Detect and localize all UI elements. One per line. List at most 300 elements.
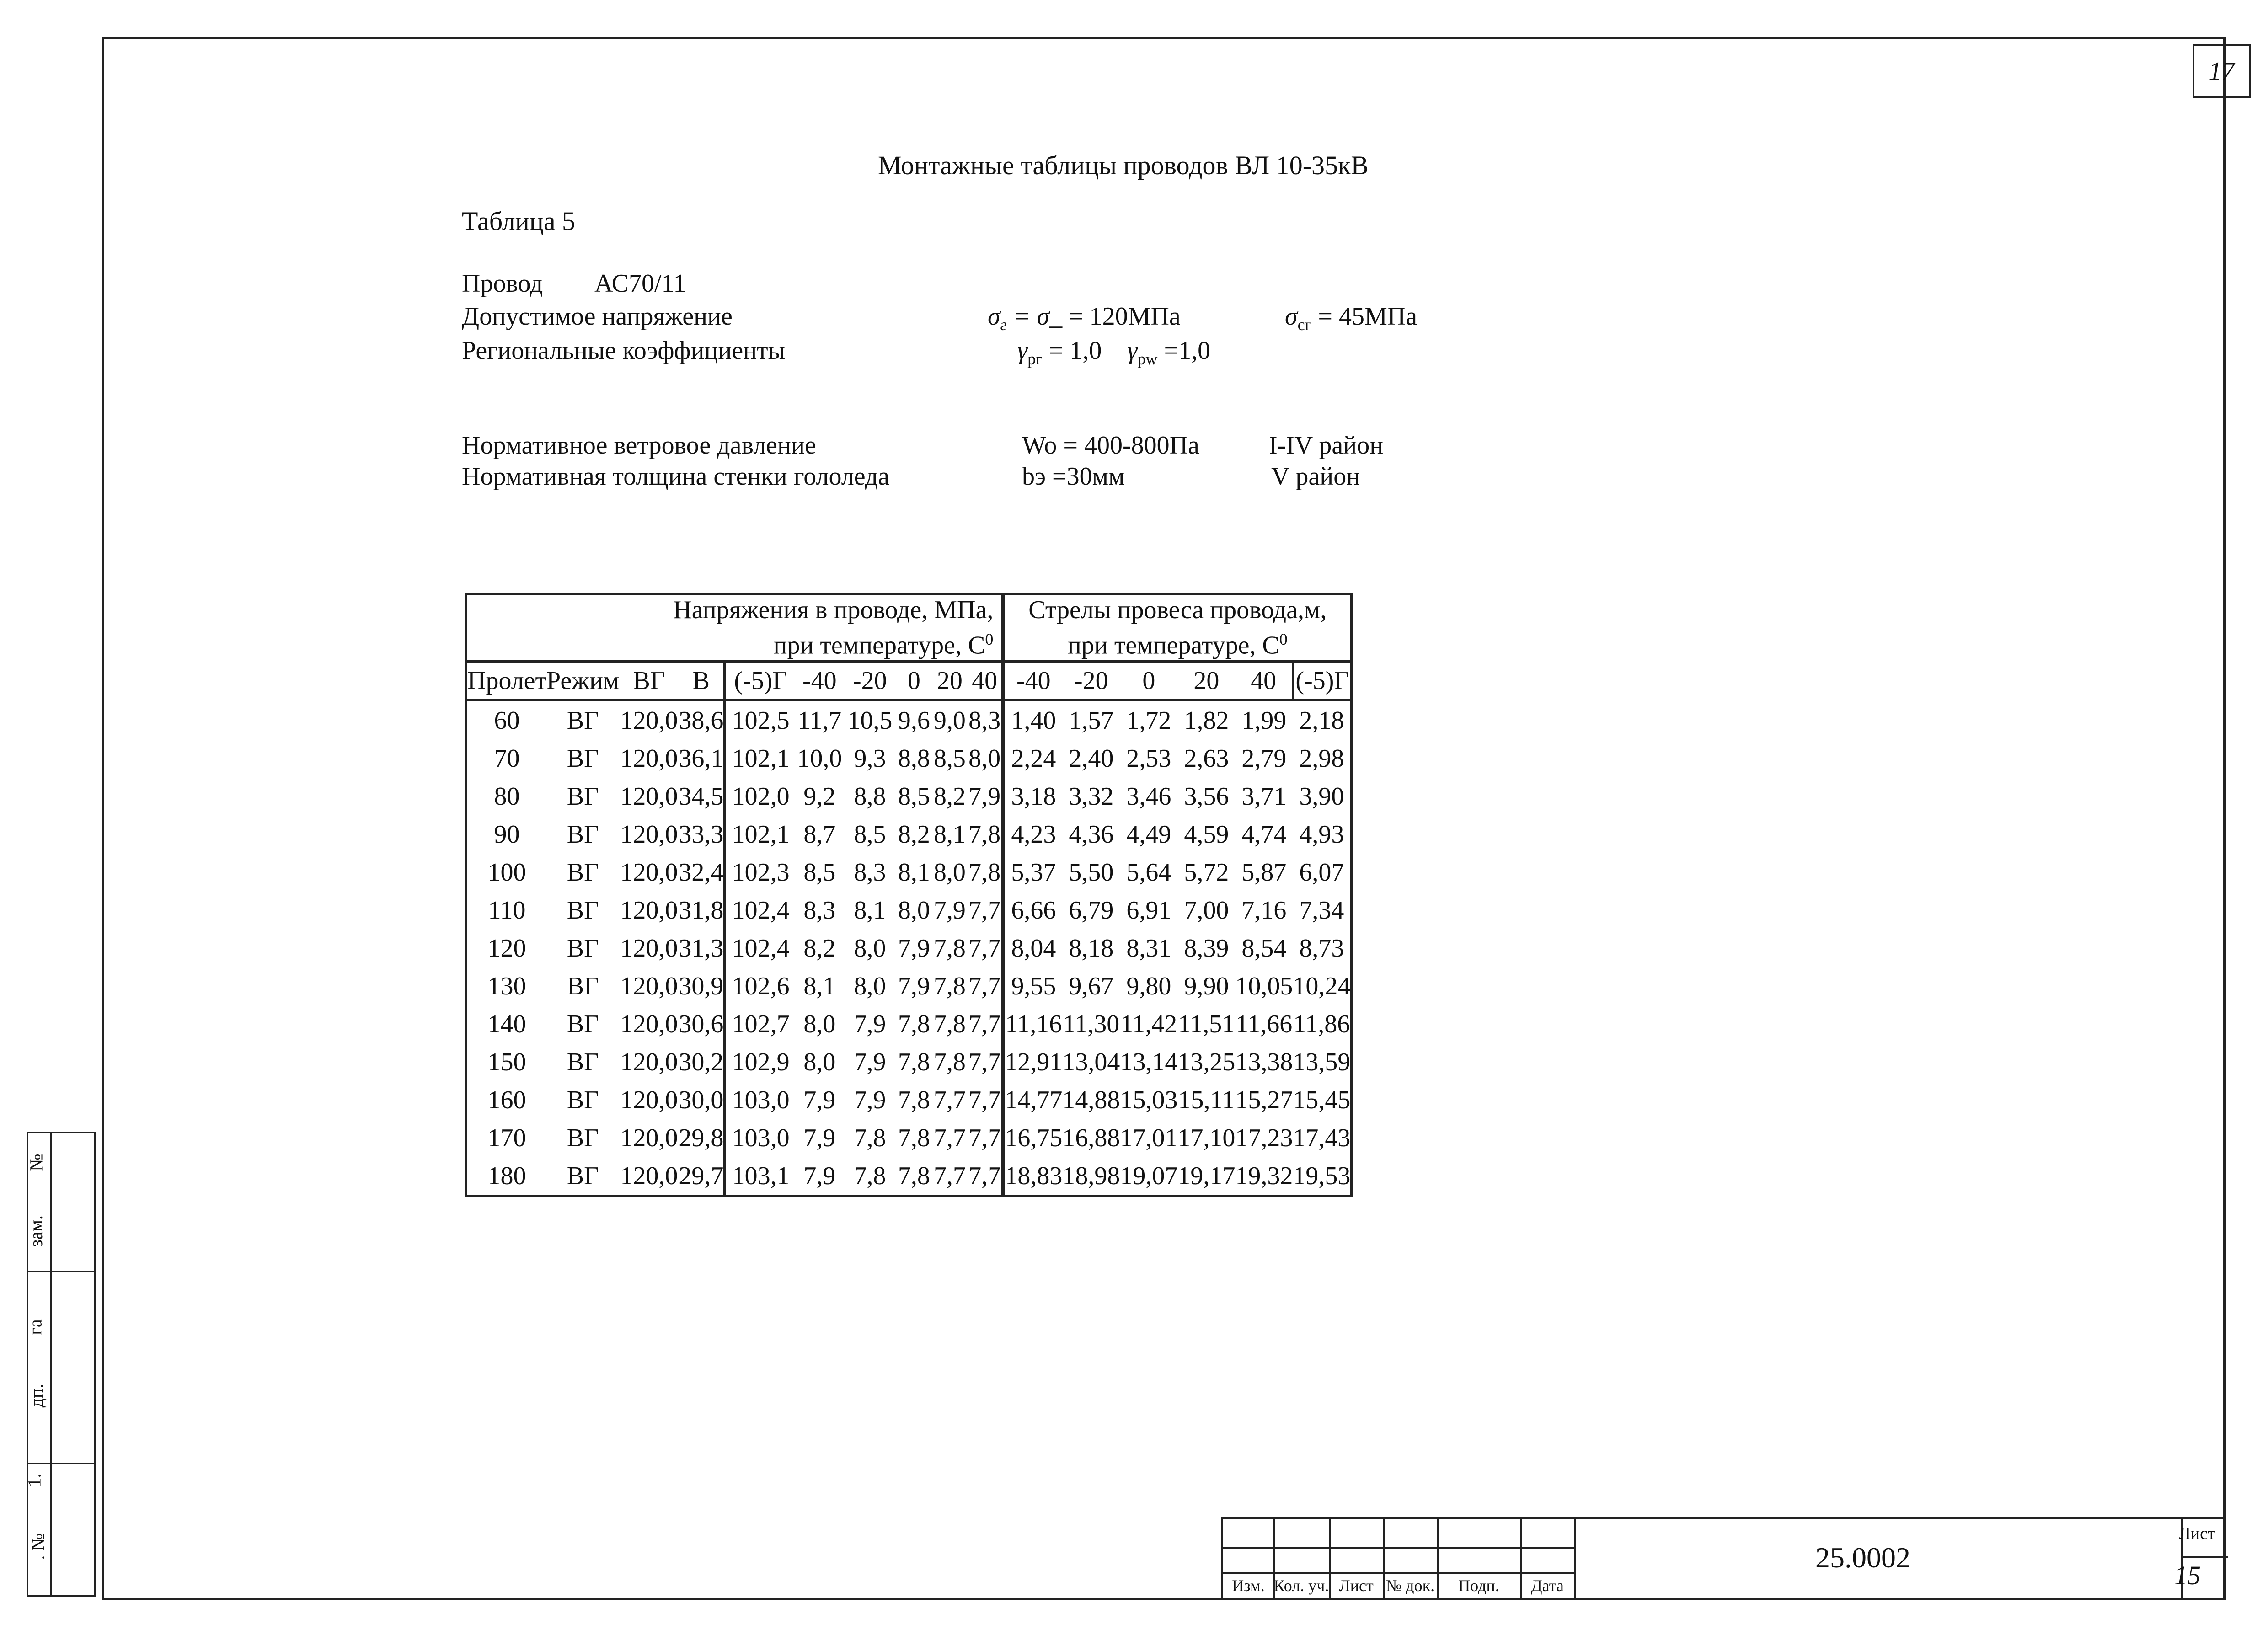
table-cell: 7,9 bbox=[803, 1123, 836, 1152]
table-cell: 120,0 bbox=[620, 858, 678, 887]
table-cell: 8,2 bbox=[898, 820, 930, 849]
ice-label: Нормативная толщина стенки гололеда bbox=[462, 462, 890, 491]
table-cell: 8,0 bbox=[933, 858, 966, 887]
table-cell: 38,6 bbox=[679, 706, 724, 735]
table-cell: 5,50 bbox=[1069, 858, 1114, 887]
mounting-table bbox=[465, 593, 1353, 1197]
table-cell: 102,6 bbox=[725, 967, 796, 1005]
strip-label-no-bottom: . № bbox=[27, 1533, 48, 1560]
table-cell: 5,87 bbox=[1241, 858, 1287, 887]
table-cell: 8,2 bbox=[933, 782, 966, 811]
column-header: ВГ bbox=[619, 662, 679, 700]
strip-label-ga: га bbox=[25, 1319, 46, 1335]
table-cell: ВГ bbox=[567, 934, 599, 962]
table-cell: 17,23 bbox=[1235, 1123, 1293, 1152]
table-cell: 120 bbox=[466, 929, 546, 967]
stress-eq-minus: = σ_ bbox=[1013, 302, 1063, 331]
table-cell: 2,24 bbox=[1003, 739, 1063, 777]
table-cell: 102,9 bbox=[725, 1043, 796, 1081]
table-row bbox=[466, 1005, 1352, 1043]
table-cell: 9,2 bbox=[803, 782, 836, 811]
table-cell: 90 bbox=[466, 815, 546, 853]
table-body bbox=[466, 700, 1352, 1196]
group2-line1: Стрелы провеса провода,м, bbox=[1028, 596, 1327, 625]
table-cell: 7,8 bbox=[898, 1123, 930, 1152]
table-cell: 31,8 bbox=[679, 896, 724, 925]
table-cell: 8,5 bbox=[803, 858, 836, 887]
table-cell: 3,56 bbox=[1184, 782, 1229, 811]
table-cell: 1,82 bbox=[1184, 706, 1229, 735]
gamma2-sub: pw bbox=[1137, 350, 1158, 368]
table-cell: 120,0 bbox=[620, 1010, 678, 1038]
table-cell: 7,9 bbox=[854, 1085, 886, 1114]
stress-sigma: σ bbox=[988, 302, 1000, 331]
tb-row-line bbox=[1223, 1547, 1574, 1549]
table-cell: 11,7 bbox=[797, 706, 842, 735]
table-cell: 8,5 bbox=[933, 744, 966, 773]
table-cell: 7,8 bbox=[968, 858, 1001, 887]
wire-label: Провод bbox=[462, 269, 543, 298]
table-cell: 9,55 bbox=[1003, 967, 1063, 1005]
table-row bbox=[466, 1119, 1352, 1157]
ice-value: bэ =30мм bbox=[1022, 462, 1125, 491]
table-cell: 2,98 bbox=[1293, 739, 1352, 777]
tb-row-line bbox=[2181, 1556, 2228, 1558]
tb-label-podp: Подп. bbox=[1458, 1577, 1499, 1595]
gamma1-sub: рг bbox=[1027, 350, 1043, 368]
table-cell: 100 bbox=[466, 853, 546, 891]
table-cell: 15,11 bbox=[1178, 1085, 1235, 1114]
table-label: Таблица 5 bbox=[462, 206, 576, 236]
tb-label-izm: Изм. bbox=[1232, 1577, 1265, 1595]
table-cell: 30,0 bbox=[679, 1085, 724, 1114]
table-cell: 8,3 bbox=[803, 896, 836, 925]
gamma1-value: = 1,0 bbox=[1048, 337, 1102, 365]
table-cell: 7,9 bbox=[854, 1010, 886, 1038]
table-cell: 8,0 bbox=[854, 972, 886, 1000]
table-cell: 120,0 bbox=[620, 706, 678, 735]
table-cell: 10,24 bbox=[1293, 967, 1352, 1005]
table-cell: 11,16 bbox=[1003, 1005, 1063, 1043]
table-cell: 8,0 bbox=[803, 1010, 836, 1038]
table-cell: 30,2 bbox=[679, 1047, 724, 1076]
table-cell: 30,9 bbox=[679, 972, 724, 1000]
tb-label-doc: № док. bbox=[1385, 1577, 1435, 1595]
table-cell: 8,2 bbox=[803, 934, 836, 962]
table-cell: 11,51 bbox=[1178, 1010, 1235, 1038]
group-header-row bbox=[466, 594, 1352, 662]
table-cell: 7,16 bbox=[1241, 896, 1287, 925]
table-cell: 8,1 bbox=[803, 972, 836, 1000]
table-cell: 9,90 bbox=[1184, 972, 1229, 1000]
gamma-formulas bbox=[1017, 336, 1211, 368]
table-cell: 8,5 bbox=[854, 820, 886, 849]
table-cell: 14,77 bbox=[1003, 1081, 1063, 1119]
table-cell: 33,3 bbox=[679, 820, 724, 849]
table-cell: 1,99 bbox=[1241, 706, 1287, 735]
table-cell: 34,5 bbox=[679, 782, 724, 811]
table-cell: 3,32 bbox=[1069, 782, 1114, 811]
table-cell: 7,7 bbox=[968, 1157, 1003, 1196]
table-cell: 103,0 bbox=[725, 1119, 796, 1157]
group1-line2: при температуре, С bbox=[773, 631, 985, 660]
table-cell: 120,0 bbox=[620, 1123, 678, 1152]
column-header: 40 bbox=[968, 662, 1003, 700]
table-cell: 7,7 bbox=[932, 1157, 968, 1196]
table-cell: 19,53 bbox=[1293, 1157, 1352, 1196]
table-cell: 5,64 bbox=[1126, 858, 1171, 887]
table-cell: 1,40 bbox=[1003, 700, 1063, 740]
table-cell: 29,7 bbox=[679, 1157, 725, 1196]
group-header-sag bbox=[1003, 594, 1352, 662]
column-header: 0 bbox=[896, 662, 932, 700]
table-cell: 29,8 bbox=[679, 1123, 724, 1152]
table-cell: 8,31 bbox=[1126, 934, 1171, 962]
wire-value: АС70/11 bbox=[594, 269, 686, 298]
table-cell: 7,7 bbox=[968, 1047, 1001, 1076]
table-cell: 7,7 bbox=[968, 1010, 1001, 1038]
strip-label-i: 1. bbox=[24, 1473, 45, 1487]
sheet-label: Лист bbox=[2179, 1524, 2215, 1543]
table-cell: 8,1 bbox=[898, 858, 930, 887]
strip-row-divider bbox=[28, 1463, 94, 1464]
table-row bbox=[466, 891, 1352, 929]
table-cell: 8,39 bbox=[1184, 934, 1229, 962]
column-header: -40 bbox=[796, 662, 844, 700]
table-cell: 8,5 bbox=[898, 782, 930, 811]
table-cell: 1,72 bbox=[1126, 706, 1171, 735]
table-cell: 11,66 bbox=[1236, 1010, 1293, 1038]
table-cell: 13,59 bbox=[1293, 1043, 1352, 1081]
table-cell: 102,3 bbox=[725, 853, 796, 891]
table-cell: 140 bbox=[466, 1005, 546, 1043]
strip-label-no-top: № bbox=[26, 1154, 47, 1171]
table-cell: 7,9 bbox=[898, 934, 930, 962]
table-cell: 60 bbox=[466, 700, 546, 740]
column-header-row bbox=[466, 662, 1352, 700]
tb-label-list: Лист bbox=[1339, 1577, 1374, 1595]
table-cell: 102,4 bbox=[725, 929, 796, 967]
table-cell: ВГ bbox=[567, 1047, 599, 1076]
table-cell: 11,30 bbox=[1063, 1010, 1120, 1038]
table-cell: ВГ bbox=[567, 744, 599, 773]
table-row bbox=[466, 1043, 1352, 1081]
wind-value: Wo = 400-800Па bbox=[1022, 431, 1199, 460]
table-row bbox=[466, 777, 1352, 815]
table-cell: 8,04 bbox=[1003, 929, 1063, 967]
table-cell: 15,45 bbox=[1293, 1081, 1352, 1119]
table-cell: 7,7 bbox=[968, 1085, 1001, 1114]
table-cell: 13,04 bbox=[1062, 1047, 1120, 1076]
table-cell: 8,1 bbox=[933, 820, 966, 849]
table-row bbox=[466, 739, 1352, 777]
corner-sheet-number-text: 17 bbox=[2209, 57, 2235, 86]
table-cell: 6,91 bbox=[1126, 896, 1171, 925]
table-cell: 10,05 bbox=[1235, 972, 1293, 1000]
table-cell: 7,7 bbox=[968, 934, 1001, 962]
table-cell: 120,0 bbox=[620, 896, 678, 925]
column-header: 40 bbox=[1235, 662, 1293, 700]
column-header: -20 bbox=[1062, 662, 1120, 700]
table-cell: 4,23 bbox=[1003, 815, 1063, 853]
table-cell: 16,75 bbox=[1003, 1119, 1063, 1157]
table-cell: 120,0 bbox=[620, 1085, 678, 1114]
table-cell: 8,0 bbox=[854, 934, 886, 962]
table-cell: 8,3 bbox=[854, 858, 886, 887]
column-header: (-5)Г bbox=[1293, 662, 1352, 700]
page-title: Монтажные таблицы проводов ВЛ 10-35кВ bbox=[878, 150, 1369, 180]
table-cell: 120,0 bbox=[620, 972, 678, 1000]
table-cell: 32,4 bbox=[679, 858, 724, 887]
table-cell: 110 bbox=[466, 891, 546, 929]
table-cell: 120,0 bbox=[619, 1157, 679, 1196]
table-cell: 2,79 bbox=[1241, 744, 1287, 773]
table-cell: 7,8 bbox=[933, 934, 966, 962]
table-cell: 10,0 bbox=[797, 744, 842, 773]
group1-line1: Напряжения в проводе, МПа, bbox=[673, 596, 994, 625]
table-cell: 8,1 bbox=[854, 896, 886, 925]
column-header: В bbox=[679, 662, 725, 700]
table-cell: 7,9 bbox=[796, 1157, 844, 1196]
gamma1-symbol: γ bbox=[1017, 337, 1028, 365]
stress-sub-g: г bbox=[1000, 315, 1007, 334]
column-header: (-5)Г bbox=[725, 662, 796, 700]
table-cell: 7,7 bbox=[968, 896, 1001, 925]
table-cell: 4,93 bbox=[1293, 815, 1352, 853]
table-cell: 7,8 bbox=[898, 1047, 930, 1076]
strip-label-zam: зам. bbox=[25, 1215, 46, 1247]
table-cell: 7,7 bbox=[933, 1123, 966, 1152]
table-cell: 8,7 bbox=[803, 820, 836, 849]
table-cell: 2,40 bbox=[1069, 744, 1114, 773]
table-cell: 102,5 bbox=[725, 700, 796, 740]
table-cell: 4,74 bbox=[1241, 820, 1287, 849]
table-cell: 7,9 bbox=[968, 782, 1001, 811]
group1-sup: 0 bbox=[985, 630, 994, 649]
table-cell: 3,46 bbox=[1126, 782, 1171, 811]
table-cell: 31,3 bbox=[679, 934, 724, 962]
strip-row-divider bbox=[28, 1271, 94, 1272]
table-cell: 8,8 bbox=[854, 782, 886, 811]
table-cell: 150 bbox=[466, 1043, 546, 1081]
document-number: 25.0002 bbox=[1815, 1541, 1910, 1574]
table-cell: 103,0 bbox=[725, 1081, 796, 1119]
gamma2-symbol: γ bbox=[1127, 337, 1138, 365]
table-row bbox=[466, 853, 1352, 891]
table-cell: ВГ bbox=[567, 972, 599, 1000]
table-cell: 1,57 bbox=[1069, 706, 1114, 735]
table-cell: 3,18 bbox=[1003, 777, 1063, 815]
table-cell: ВГ bbox=[546, 1157, 619, 1196]
table-cell: 17,10 bbox=[1177, 1123, 1236, 1152]
table-cell: 7,9 bbox=[803, 1085, 836, 1114]
table-cell: 8,54 bbox=[1241, 934, 1287, 962]
table-cell: 80 bbox=[466, 777, 546, 815]
table-cell: 120,0 bbox=[620, 1047, 678, 1076]
table-cell: 8,0 bbox=[968, 744, 1001, 773]
table-cell: 7,8 bbox=[933, 1047, 966, 1076]
table-cell: 160 bbox=[466, 1081, 546, 1119]
table-cell: 70 bbox=[466, 739, 546, 777]
table-cell: 7,7 bbox=[968, 1123, 1001, 1152]
sheet-number: 15 bbox=[2174, 1561, 2201, 1590]
column-header: Пролет bbox=[466, 662, 546, 700]
table-cell: 120,0 bbox=[620, 782, 678, 811]
table-cell: 6,07 bbox=[1293, 853, 1352, 891]
ice-region: V район bbox=[1271, 462, 1360, 491]
table-cell: 19,07 bbox=[1120, 1157, 1177, 1196]
wind-label: Нормативное ветровое давление bbox=[462, 431, 816, 460]
table-cell: 16,88 bbox=[1062, 1123, 1120, 1152]
table-cell: 3,90 bbox=[1293, 777, 1352, 815]
table-cell: 8,8 bbox=[898, 744, 930, 773]
table-cell: 13,25 bbox=[1177, 1047, 1236, 1076]
table-cell: 4,49 bbox=[1126, 820, 1171, 849]
table-cell: 7,7 bbox=[968, 972, 1001, 1000]
table-cell: 7,8 bbox=[854, 1123, 886, 1152]
group-header-stress bbox=[466, 594, 1003, 662]
table-cell: 130 bbox=[466, 967, 546, 1005]
table-cell: 7,9 bbox=[898, 972, 930, 1000]
table-cell: 15,03 bbox=[1120, 1085, 1178, 1114]
table-cell: 19,17 bbox=[1177, 1157, 1235, 1196]
corner-sheet-number bbox=[2193, 44, 2251, 98]
table-cell: 11,42 bbox=[1120, 1010, 1177, 1038]
table-cell: 8,18 bbox=[1069, 934, 1114, 962]
stress-sigma-cg: σ bbox=[1285, 302, 1298, 331]
table-cell: 7,8 bbox=[898, 1010, 930, 1038]
table-cell: 9,67 bbox=[1069, 972, 1114, 1000]
table-cell: 18,98 bbox=[1062, 1157, 1120, 1196]
table-cell: 102,4 bbox=[725, 891, 796, 929]
table-row bbox=[466, 929, 1352, 967]
table-cell: ВГ bbox=[567, 782, 599, 811]
wind-region: I-IV район bbox=[1269, 431, 1384, 460]
table-cell: 7,8 bbox=[933, 972, 966, 1000]
table-cell: 9,3 bbox=[854, 744, 886, 773]
table-row bbox=[466, 700, 1352, 740]
group1-line2-wrap bbox=[467, 625, 993, 660]
table-cell: ВГ bbox=[567, 1123, 599, 1152]
table-cell: 13,14 bbox=[1120, 1047, 1178, 1076]
table-cell: 7,8 bbox=[844, 1157, 896, 1196]
column-header: 0 bbox=[1120, 662, 1177, 700]
column-header: -40 bbox=[1003, 662, 1063, 700]
strip-label-dp: дп. bbox=[26, 1384, 47, 1408]
stress-value: = 120МПа bbox=[1069, 302, 1181, 331]
gamma2-value: =1,0 bbox=[1164, 337, 1211, 365]
tb-label-kol: Кол. уч. bbox=[1273, 1577, 1329, 1595]
table-cell: ВГ bbox=[567, 858, 599, 887]
table-cell: 7,8 bbox=[933, 1010, 966, 1038]
table-cell: 9,6 bbox=[898, 706, 930, 735]
column-header: -20 bbox=[844, 662, 896, 700]
table-cell: 4,36 bbox=[1069, 820, 1114, 849]
tb-label-data: Дата bbox=[1531, 1577, 1564, 1595]
stress-formula bbox=[988, 302, 1181, 334]
table-cell: 7,8 bbox=[896, 1157, 932, 1196]
table-cell: 120,0 bbox=[620, 744, 678, 773]
table-cell: 2,18 bbox=[1293, 700, 1352, 740]
table-cell: 9,0 bbox=[933, 706, 966, 735]
tb-row-line bbox=[1223, 1572, 1574, 1574]
group2-line2-wrap bbox=[1005, 625, 1350, 660]
table-cell: ВГ bbox=[567, 1010, 599, 1038]
table-cell: 170 bbox=[466, 1119, 546, 1157]
group2-line2: при температуре, С bbox=[1067, 631, 1279, 660]
table-row bbox=[466, 1157, 1352, 1196]
table-cell: 11,86 bbox=[1293, 1005, 1352, 1043]
table-cell: 9,80 bbox=[1126, 972, 1171, 1000]
table-cell: 180 bbox=[466, 1157, 546, 1196]
table-cell: 5,37 bbox=[1003, 853, 1063, 891]
table-row bbox=[466, 1081, 1352, 1119]
table-cell: 2,63 bbox=[1184, 744, 1229, 773]
table-cell: 7,8 bbox=[968, 820, 1001, 849]
table-cell: 2,53 bbox=[1126, 744, 1171, 773]
column-header: Режим bbox=[546, 662, 619, 700]
stress-cg-value: = 45МПа bbox=[1318, 302, 1418, 331]
table-cell: 102,1 bbox=[725, 739, 796, 777]
table-cell: 7,34 bbox=[1293, 891, 1352, 929]
table-cell: 8,3 bbox=[968, 706, 1001, 735]
table-cell: 7,7 bbox=[933, 1085, 966, 1114]
table-cell: 7,9 bbox=[854, 1047, 886, 1076]
table-cell: 4,59 bbox=[1184, 820, 1229, 849]
table-cell: 7,9 bbox=[933, 896, 966, 925]
table-row bbox=[466, 967, 1352, 1005]
table-cell: 120,0 bbox=[620, 934, 678, 962]
column-header: 20 bbox=[932, 662, 968, 700]
title-block bbox=[1221, 1517, 2226, 1600]
table-cell: 13,38 bbox=[1235, 1047, 1293, 1076]
table-cell: 7,00 bbox=[1184, 896, 1229, 925]
stress-sub-cg: сг bbox=[1297, 315, 1312, 334]
table-cell: 30,6 bbox=[679, 1010, 724, 1038]
table-cell: ВГ bbox=[567, 1085, 599, 1114]
table-cell: 10,5 bbox=[847, 706, 893, 735]
table-cell: 15,27 bbox=[1235, 1085, 1293, 1114]
binding-strip bbox=[24, 1132, 96, 1597]
table-cell: 17,01 bbox=[1120, 1123, 1178, 1152]
coef-label: Региональные коэффициенты bbox=[462, 337, 786, 365]
group2-sup: 0 bbox=[1279, 630, 1288, 649]
table-cell: 8,73 bbox=[1293, 929, 1352, 967]
stress-cg bbox=[1285, 302, 1418, 334]
table-cell: 19,32 bbox=[1235, 1157, 1293, 1196]
table-cell: 8,0 bbox=[898, 896, 930, 925]
table-cell: 103,1 bbox=[725, 1157, 796, 1196]
table-cell: 14,88 bbox=[1062, 1085, 1120, 1114]
table-cell: 8,0 bbox=[803, 1047, 836, 1076]
strip-col-divider bbox=[50, 1133, 52, 1595]
tb-divider bbox=[1574, 1519, 1576, 1600]
table-cell: 102,7 bbox=[725, 1005, 796, 1043]
stress-label: Допустимое напряжение bbox=[462, 302, 733, 331]
table-cell: 102,0 bbox=[725, 777, 796, 815]
table-cell: 36,1 bbox=[679, 744, 724, 773]
table-cell: 5,72 bbox=[1184, 858, 1229, 887]
table-cell: 12,91 bbox=[1003, 1043, 1063, 1081]
table-cell: 6,66 bbox=[1003, 891, 1063, 929]
table-cell: 7,8 bbox=[898, 1085, 930, 1114]
table-cell: 102,1 bbox=[725, 815, 796, 853]
table-cell: 17,43 bbox=[1293, 1119, 1352, 1157]
table-cell: ВГ bbox=[567, 706, 599, 735]
table-cell: 3,71 bbox=[1241, 782, 1287, 811]
table-cell: ВГ bbox=[567, 896, 599, 925]
table-cell: 120,0 bbox=[620, 820, 678, 849]
